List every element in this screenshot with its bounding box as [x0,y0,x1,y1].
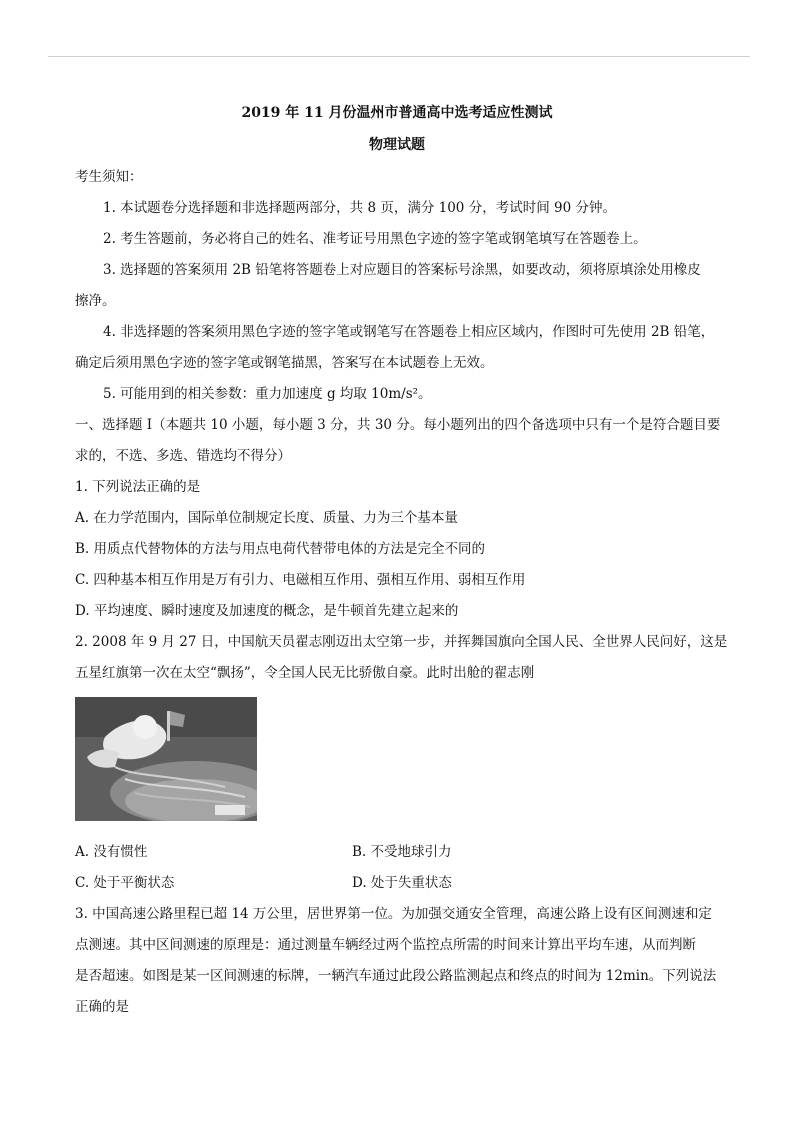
q2-option-d: D. 处于失重状态 [352,875,452,891]
q2-stem-2: 五星红旗第一次在太空“飘扬”，令全国人民无比骄傲自豪。此时出舱的翟志刚 [75,665,535,681]
notice-item-2: 2. 考生答题前，务必将自己的姓名、准考证号用黑色字迹的签字笔或钢笔填写在答题卷上。 [103,231,647,247]
section-heading: 一、选择题 I（本题共 10 小题，每小题 3 分，共 30 分。每小题列出的四个备选项中只有一个是符合题目要 [75,417,721,433]
q3-stem-4: 正确的是 [75,999,129,1015]
q1-option-a: A. 在力学范围内，国际单位制规定长度、质量、力为三个基本量 [75,510,458,526]
q2-option-a: A. 没有惯性 [75,844,148,860]
notice-item-4: 4. 非选择题的答案须用黑色字迹的签字笔或钢笔写在答题卷上相应区域内，作图时可先使用 2B 铅笔， [103,324,715,340]
q3-stem-3: 是否超速。如图是某一区间测速的标牌，一辆汽车通过此段公路监测起点和终点的时间为 12min。下列说法 [75,968,717,984]
exam-subtitle: 物理试题 [369,137,425,153]
q1-option-b: B. 用质点代替物体的方法与用点电荷代替带电体的方法是完全不同的 [75,541,486,557]
section-heading-cont: 求的，不选、多选、错选均不得分） [75,448,291,464]
q3-stem-1: 3. 中国高速公路里程已超 14 万公里，居世界第一位。为加强交通安全管理，高速公路上设有区间测速和定 [75,906,712,922]
notice-item-4-cont: 确定后须用黑色字迹的签字笔或钢笔描黑，答案写在本试题卷上无效。 [75,355,494,371]
notice-heading: 考生须知： [75,169,143,185]
q1-option-c: C. 四种基本相互作用是万有引力、电磁相互作用、强相互作用、弱相互作用 [75,572,526,588]
notice-item-1: 1. 本试题卷分选择题和非选择题两部分，共 8 页，满分 100 分，考试时间 90 分钟。 [103,200,616,216]
q2-option-c: C. 处于平衡状态 [75,875,175,891]
q2-stem-1: 2. 2008 年 9 月 27 日，中国航天员翟志刚迈出太空第一步，并挥舞国旗向全国人民、全世界人民问好，这是 [75,634,728,650]
astronaut-photo [75,697,257,821]
page-border [48,56,750,57]
notice-item-5: 5. 可能用到的相关参数：重力加速度 g 均取 10m/s²。 [103,386,432,402]
q3-stem-2: 点测速。其中区间测速的原理是：通过测量车辆经过两个监控点所需的时间来计算出平均车速，从而判断 [75,937,696,953]
notice-item-3: 3. 选择题的答案须用 2B 铅笔将答题卷上对应题目的答案标号涂黑，如要改动，须将原填涂处用橡皮 [103,262,701,278]
q1-stem: 1. 下列说法正确的是 [75,479,201,495]
q2-option-b: B. 不受地球引力 [352,844,452,860]
notice-item-3-cont: 擦净。 [75,293,116,309]
exam-title: 2019 年 11 月份温州市普通高中选考适应性测试 [241,105,553,121]
q1-option-d: D. 平均速度、瞬时速度及加速度的概念，是牛顿首先建立起来的 [75,603,459,619]
